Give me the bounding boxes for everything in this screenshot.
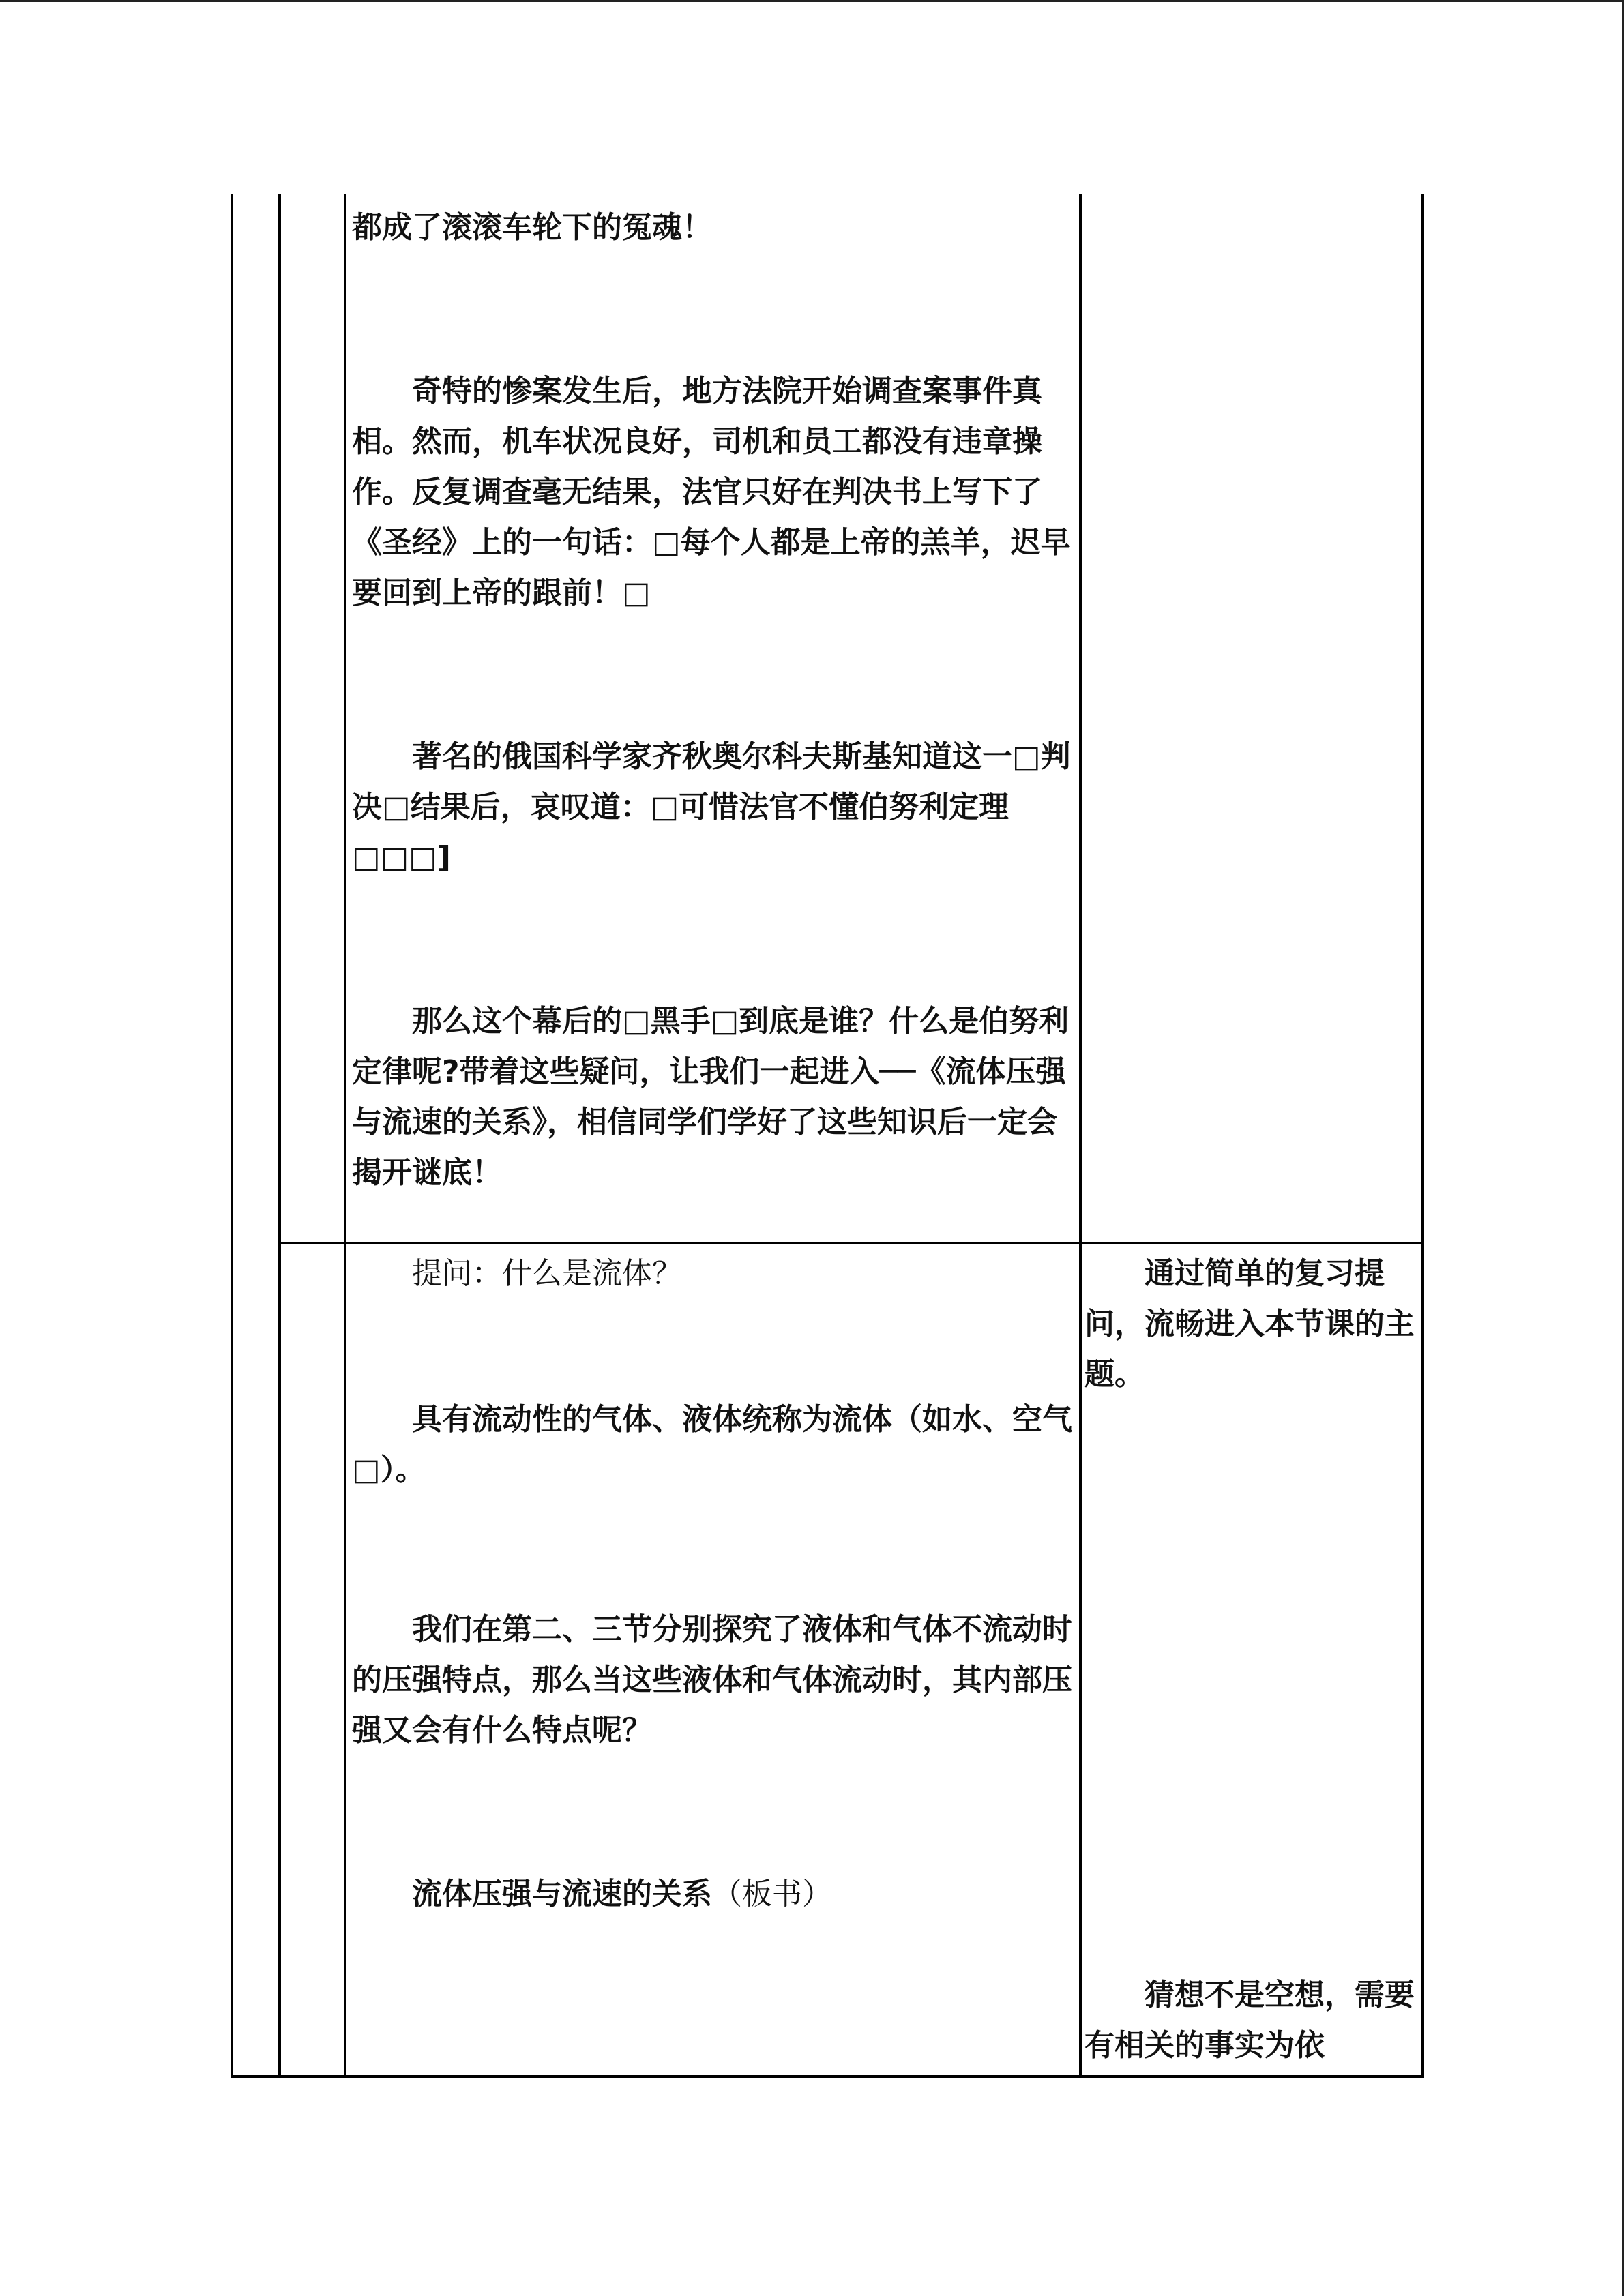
row2-question: 提问：什么是流体？ — [412, 1256, 682, 1291]
side-note-review: 通过简单的复习提问，流畅进入本节课的主题。 — [1084, 1256, 1415, 1392]
row2-board-line — [352, 1869, 1079, 1920]
row1-main-cell — [352, 203, 1079, 1198]
table-right-border — [1421, 194, 1424, 2078]
board-note: （板书） — [712, 1877, 832, 1911]
row2-side-cell-top — [1084, 1249, 1415, 1400]
table-col-rule-2 — [344, 194, 346, 2078]
row2-definition: 具有流动性的气体、液体统称为流体（如水、空气□）。 — [352, 1402, 1072, 1487]
side-note-guess: 猜想不是空想，需要有相关的事实为依 — [1084, 1978, 1415, 2063]
table-row-divider — [278, 1242, 1424, 1244]
table-col-rule-3 — [1079, 194, 1082, 2078]
board-title: 流体压强与流速的关系 — [412, 1877, 712, 1911]
row1-paragraph-4: 那么这个幕后的□黑手□到底是谁？什么是伯努利定律呢?带着这些疑问，让我们一起进入──《流体压强与流速的关系》，相信同学们学好了这些知识后一定会揭开谜底！ — [352, 1004, 1069, 1190]
row1-paragraph-2: 奇特的惨案发生后，地方法院开始调查案事件真相。然而，机车状况良好，司机和员工都没有违章操作。反复调查毫无结果，法官只好在判决书上写下了《圣经》上的一句话：□每个人都是上帝的羔羊，迟早要回到上帝的跟前！□ — [352, 374, 1071, 610]
table-bottom-border — [231, 2075, 1424, 2078]
row1-paragraph-1: 都成了滚滚车轮下的冤魂！ — [352, 210, 712, 245]
row2-transition: 我们在第二、三节分别探究了液体和气体不流动时的压强特点，那么当这些液体和气体流动时，其内部压强又会有什么特点呢？ — [352, 1612, 1072, 1748]
row1-paragraph-3: 著名的俄国科学家齐秋奥尔科夫斯基知道这一□判决□结果后，哀叹道：□可惜法官不懂伯努利定理□□□] — [352, 739, 1071, 875]
table-col-rule-1 — [278, 194, 281, 2078]
row2-side-cell-bottom — [1084, 1970, 1415, 2071]
lesson-plan-table — [231, 194, 1424, 2078]
row2-main-cell — [352, 1249, 1079, 1920]
table-left-border — [231, 194, 233, 2078]
